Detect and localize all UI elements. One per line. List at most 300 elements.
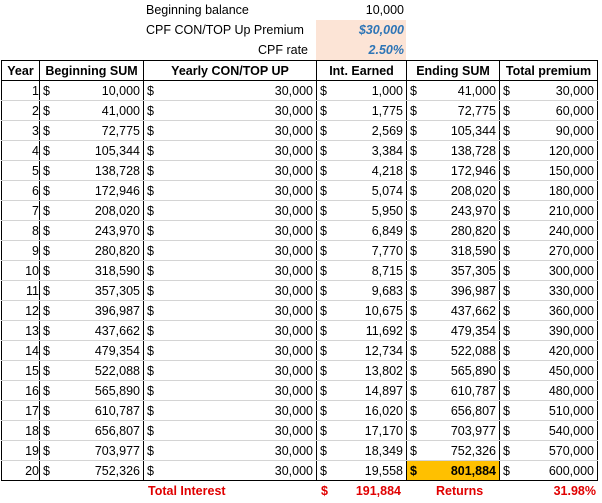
cell-interest-earned[interactable] <box>317 301 407 321</box>
cell-ending-sum[interactable] <box>407 261 500 281</box>
cell-content <box>317 101 406 120</box>
cell-interest-earned[interactable] <box>317 241 407 261</box>
cell-value: 752,326 <box>450 443 496 458</box>
currency-symbol: $ <box>410 123 417 138</box>
cell-content <box>40 421 143 440</box>
cell-total-premium[interactable] <box>500 301 598 321</box>
cell-interest-earned[interactable] <box>317 401 407 421</box>
cell-value: 30,000 <box>274 203 313 218</box>
cell-interest-earned[interactable] <box>317 381 407 401</box>
cell-content <box>144 181 316 200</box>
cell-yearly-topup[interactable] <box>144 101 317 121</box>
cell-ending-sum[interactable] <box>407 321 500 341</box>
cell-total-premium[interactable] <box>500 381 598 401</box>
cell-content <box>40 241 143 260</box>
cell-yearly-topup[interactable] <box>144 381 317 401</box>
cell-content <box>317 221 406 240</box>
cell-total-premium[interactable] <box>500 81 598 101</box>
rate-value[interactable]: 2.50% <box>316 40 406 60</box>
cell-value: 1,000 <box>371 83 403 98</box>
cell-year[interactable]: 2 <box>2 101 40 121</box>
currency-symbol: $ <box>410 343 417 358</box>
cell-content <box>407 201 499 220</box>
cell-content <box>40 221 143 240</box>
cell-interest-earned[interactable] <box>317 221 407 241</box>
currency-symbol: $ <box>147 183 154 198</box>
cell-yearly-topup[interactable] <box>144 461 317 481</box>
cell-value: 105,344 <box>450 123 496 138</box>
cell-yearly-topup[interactable] <box>144 361 317 381</box>
header-interest-earned[interactable]: Int. Earned <box>317 61 407 81</box>
cell-content <box>144 121 316 140</box>
cell-beginning-sum[interactable] <box>40 81 144 101</box>
cell-beginning-sum[interactable] <box>40 221 144 241</box>
currency-symbol: $ <box>410 283 417 298</box>
cell-ending-sum[interactable] <box>407 81 500 101</box>
cell-beginning-sum[interactable] <box>40 161 144 181</box>
cell-total-premium[interactable] <box>500 161 598 181</box>
cell-beginning-sum[interactable] <box>40 201 144 221</box>
cell-value: 16,020 <box>364 403 403 418</box>
currency-symbol: $ <box>320 123 327 138</box>
cell-value: 30,000 <box>274 403 313 418</box>
cell-value: 703,977 <box>450 423 496 438</box>
cell-value: 7,770 <box>371 243 403 258</box>
cell-value: 570,000 <box>548 443 594 458</box>
cell-value: 30,000 <box>274 323 313 338</box>
cell-total-premium[interactable] <box>500 221 598 241</box>
cell-content <box>144 441 316 460</box>
cell-content <box>40 141 143 160</box>
table-body <box>2 81 598 481</box>
table-row <box>2 281 598 301</box>
cell-value: 30,000 <box>274 123 313 138</box>
cell-year[interactable]: 13 <box>2 321 40 341</box>
cell-total-premium[interactable] <box>500 201 598 221</box>
currency-symbol: $ <box>147 403 154 418</box>
cell-value: 30,000 <box>274 163 313 178</box>
cell-value: 150,000 <box>548 163 594 178</box>
currency-symbol: $ <box>320 223 327 238</box>
currency-symbol: $ <box>320 103 327 118</box>
cell-year[interactable]: 9 <box>2 241 40 261</box>
cell-beginning-sum[interactable] <box>40 141 144 161</box>
cell-total-premium[interactable] <box>500 241 598 261</box>
currency-symbol: $ <box>43 463 50 478</box>
cell-content <box>40 101 143 120</box>
cell-content <box>317 361 406 380</box>
cell-value: 12,734 <box>364 343 403 358</box>
cell-content <box>317 381 406 400</box>
cell-content <box>144 361 316 380</box>
cell-interest-earned[interactable] <box>317 101 407 121</box>
cell-total-premium[interactable] <box>500 141 598 161</box>
cell-yearly-topup[interactable] <box>144 281 317 301</box>
cell-content <box>40 461 143 480</box>
cell-total-premium[interactable] <box>500 181 598 201</box>
cell-content <box>407 381 499 400</box>
cell-value: 1,775 <box>371 103 403 118</box>
cell-yearly-topup[interactable] <box>144 161 317 181</box>
cell-interest-earned[interactable] <box>317 161 407 181</box>
cell-content <box>500 161 597 180</box>
cell-value: 60,000 <box>555 103 594 118</box>
beginning-balance-row <box>0 0 602 20</box>
header-ending-sum[interactable]: Ending SUM <box>407 61 500 81</box>
cell-content <box>500 181 597 200</box>
cell-content <box>500 141 597 160</box>
cell-beginning-sum[interactable] <box>40 321 144 341</box>
cell-interest-earned[interactable] <box>317 201 407 221</box>
beginning-balance-label: Beginning balance <box>146 3 249 17</box>
cell-yearly-topup[interactable] <box>144 421 317 441</box>
cell-value: 565,890 <box>450 363 496 378</box>
cell-value: 30,000 <box>274 83 313 98</box>
table-row <box>2 341 598 361</box>
currency-symbol: $ <box>503 443 510 458</box>
cell-total-premium[interactable] <box>500 441 598 461</box>
cell-content <box>144 141 316 160</box>
cell-content <box>40 341 143 360</box>
cell-content <box>407 81 499 100</box>
cell-value: 610,787 <box>94 403 140 418</box>
cell-beginning-sum[interactable] <box>40 461 144 481</box>
cell-value: 30,000 <box>274 423 313 438</box>
cell-value: 17,170 <box>364 423 403 438</box>
cell-yearly-topup[interactable] <box>144 221 317 241</box>
header-yearly-topup[interactable]: Yearly CON/TOP UP <box>144 61 317 81</box>
currency-symbol: $ <box>147 343 154 358</box>
cell-value: 208,020 <box>94 203 140 218</box>
cell-content <box>407 441 499 460</box>
cell-content <box>317 121 406 140</box>
currency-symbol: $ <box>320 443 327 458</box>
cell-total-premium[interactable] <box>500 421 598 441</box>
cell-content <box>500 341 597 360</box>
cell-ending-sum[interactable] <box>407 461 500 481</box>
cell-interest-earned[interactable] <box>317 421 407 441</box>
cell-value: 11,692 <box>365 323 403 338</box>
cell-content <box>500 261 597 280</box>
cell-total-premium[interactable] <box>500 121 598 141</box>
cell-yearly-topup[interactable] <box>144 121 317 141</box>
cell-content <box>317 201 406 220</box>
cell-year[interactable]: 18 <box>2 421 40 441</box>
cell-content <box>40 361 143 380</box>
cell-value: 479,354 <box>94 343 140 358</box>
currency-symbol: $ <box>147 383 154 398</box>
cell-interest-earned[interactable] <box>317 121 407 141</box>
currency-symbol: $ <box>503 303 510 318</box>
cell-content <box>407 221 499 240</box>
cell-yearly-topup[interactable] <box>144 321 317 341</box>
currency-symbol: $ <box>320 403 327 418</box>
cell-interest-earned[interactable] <box>317 361 407 381</box>
cell-value: 522,088 <box>94 363 140 378</box>
cell-yearly-topup[interactable] <box>144 441 317 461</box>
cell-ending-sum[interactable] <box>407 121 500 141</box>
cell-content <box>40 181 143 200</box>
cell-year[interactable]: 11 <box>2 281 40 301</box>
currency-symbol: $ <box>147 443 154 458</box>
currency-symbol: $ <box>503 263 510 278</box>
cell-ending-sum[interactable] <box>407 361 500 381</box>
cell-beginning-sum[interactable] <box>40 421 144 441</box>
currency-symbol: $ <box>43 103 50 118</box>
cell-value: 480,000 <box>548 383 594 398</box>
cell-interest-earned[interactable] <box>317 341 407 361</box>
returns-value[interactable]: 31.98% <box>553 484 596 498</box>
cell-ending-sum[interactable] <box>407 281 500 301</box>
cell-ending-sum[interactable] <box>407 221 500 241</box>
cell-yearly-topup[interactable] <box>144 301 317 321</box>
cell-ending-sum[interactable] <box>407 161 500 181</box>
currency-symbol: $ <box>503 143 510 158</box>
premium-row <box>0 20 602 40</box>
cell-value: 280,820 <box>94 243 140 258</box>
total-interest-value[interactable]: 191,884 <box>355 484 401 498</box>
cell-beginning-sum[interactable] <box>40 301 144 321</box>
cell-year[interactable]: 19 <box>2 441 40 461</box>
currency-symbol: $ <box>43 143 50 158</box>
cell-content <box>40 381 143 400</box>
cell-content <box>144 281 316 300</box>
cell-ending-sum[interactable] <box>407 201 500 221</box>
cell-content <box>500 361 597 380</box>
cell-value: 30,000 <box>274 283 313 298</box>
cell-value: 3,384 <box>371 143 403 158</box>
cell-beginning-sum[interactable] <box>40 441 144 461</box>
cell-content <box>407 421 499 440</box>
currency-symbol: $ <box>320 143 327 158</box>
cell-value: 300,000 <box>548 263 594 278</box>
cell-ending-sum[interactable] <box>407 421 500 441</box>
currency-symbol: $ <box>43 83 50 98</box>
cell-ending-sum[interactable] <box>407 181 500 201</box>
cell-value: 565,890 <box>94 383 140 398</box>
cell-year[interactable]: 15 <box>2 361 40 381</box>
cell-beginning-sum[interactable] <box>40 281 144 301</box>
cell-content <box>144 81 316 100</box>
projection-table <box>1 60 598 481</box>
cell-value: 243,970 <box>450 203 496 218</box>
currency-symbol: $ <box>320 463 327 478</box>
currency-symbol: $ <box>410 143 417 158</box>
cell-beginning-sum[interactable] <box>40 241 144 261</box>
cell-year[interactable]: 5 <box>2 161 40 181</box>
cell-ending-sum[interactable] <box>407 401 500 421</box>
cell-beginning-sum[interactable] <box>40 181 144 201</box>
table-row <box>2 81 598 101</box>
cell-yearly-topup[interactable] <box>144 241 317 261</box>
cell-year[interactable]: 3 <box>2 121 40 141</box>
currency-symbol: $ <box>410 163 417 178</box>
cell-interest-earned[interactable] <box>317 281 407 301</box>
currency-symbol: $ <box>43 123 50 138</box>
cell-value: 8,715 <box>371 263 403 278</box>
cell-value: 14,897 <box>364 383 403 398</box>
header-year[interactable]: Year <box>2 61 40 81</box>
cell-value: 703,977 <box>94 443 140 458</box>
currency-symbol: $ <box>503 423 510 438</box>
currency-symbol: $ <box>503 283 510 298</box>
cell-beginning-sum[interactable] <box>40 361 144 381</box>
table-row <box>2 301 598 321</box>
cell-content <box>317 241 406 260</box>
cell-value: 510,000 <box>548 403 594 418</box>
cell-interest-earned[interactable] <box>317 461 407 481</box>
cell-beginning-sum[interactable] <box>40 381 144 401</box>
cell-value: 357,305 <box>450 263 496 278</box>
cell-value: 138,728 <box>94 163 140 178</box>
cell-content <box>500 201 597 220</box>
cell-content <box>40 161 143 180</box>
cell-ending-sum[interactable] <box>407 301 500 321</box>
cell-content <box>407 401 499 420</box>
cell-content <box>40 81 143 100</box>
table-row <box>2 381 598 401</box>
cell-content <box>407 281 499 300</box>
table-row <box>2 121 598 141</box>
premium-value[interactable]: $30,000 <box>316 20 406 40</box>
cell-ending-sum[interactable] <box>407 241 500 261</box>
cell-year[interactable]: 7 <box>2 201 40 221</box>
cell-content <box>144 221 316 240</box>
currency-symbol: $ <box>43 363 50 378</box>
cell-content <box>144 101 316 120</box>
cell-content <box>407 461 499 480</box>
cell-value: 522,088 <box>450 343 496 358</box>
currency-symbol: $ <box>503 203 510 218</box>
currency-symbol: $ <box>320 343 327 358</box>
cell-content <box>500 401 597 420</box>
cell-year[interactable]: 14 <box>2 341 40 361</box>
cell-content <box>407 161 499 180</box>
cell-beginning-sum[interactable] <box>40 261 144 281</box>
cell-year[interactable]: 8 <box>2 221 40 241</box>
cell-value: 30,000 <box>274 183 313 198</box>
table-row <box>2 161 598 181</box>
currency-symbol: $ <box>147 123 154 138</box>
cell-value: 172,946 <box>94 183 140 198</box>
cell-year[interactable]: 16 <box>2 381 40 401</box>
cell-content <box>500 321 597 340</box>
currency-symbol: $ <box>410 303 417 318</box>
currency-symbol: $ <box>147 103 154 118</box>
cell-value: 30,000 <box>555 83 594 98</box>
cell-interest-earned[interactable] <box>317 141 407 161</box>
cell-value: 30,000 <box>274 243 313 258</box>
table-row <box>2 361 598 381</box>
cell-interest-earned[interactable] <box>317 441 407 461</box>
cell-interest-earned[interactable] <box>317 321 407 341</box>
cell-yearly-topup[interactable] <box>144 81 317 101</box>
cell-total-premium[interactable] <box>500 261 598 281</box>
cell-value: 30,000 <box>274 303 313 318</box>
cell-total-premium[interactable] <box>500 101 598 121</box>
cell-yearly-topup[interactable] <box>144 181 317 201</box>
currency-symbol: $ <box>410 183 417 198</box>
cell-beginning-sum[interactable] <box>40 121 144 141</box>
currency-symbol: $ <box>43 423 50 438</box>
cell-beginning-sum[interactable] <box>40 341 144 361</box>
cell-content <box>317 161 406 180</box>
currency-symbol: $ <box>43 443 50 458</box>
currency-symbol: $ <box>147 243 154 258</box>
cell-beginning-sum[interactable] <box>40 401 144 421</box>
cell-interest-earned[interactable] <box>317 261 407 281</box>
cell-total-premium[interactable] <box>500 321 598 341</box>
cell-content <box>317 461 406 480</box>
cell-yearly-topup[interactable] <box>144 401 317 421</box>
cell-value: 30,000 <box>274 443 313 458</box>
cell-value: 437,662 <box>94 323 140 338</box>
cell-value: 330,000 <box>548 283 594 298</box>
rate-label: CPF rate <box>258 43 309 57</box>
cell-content <box>144 321 316 340</box>
cell-content <box>500 301 597 320</box>
cell-content <box>407 321 499 340</box>
cell-value: 10,000 <box>101 83 140 98</box>
cell-year[interactable]: 1 <box>2 81 40 101</box>
beginning-balance-value[interactable]: 10,000 <box>365 3 404 17</box>
cell-year[interactable]: 12 <box>2 301 40 321</box>
currency-symbol: $ <box>503 123 510 138</box>
cell-ending-sum[interactable] <box>407 441 500 461</box>
cell-year[interactable]: 4 <box>2 141 40 161</box>
header-beginning-sum[interactable]: Beginning SUM <box>40 61 144 81</box>
cell-yearly-topup[interactable] <box>144 201 317 221</box>
cell-total-premium[interactable] <box>500 361 598 381</box>
cell-value: 540,000 <box>548 423 594 438</box>
cell-content <box>407 301 499 320</box>
cell-yearly-topup[interactable] <box>144 141 317 161</box>
cell-ending-sum[interactable] <box>407 101 500 121</box>
cell-content <box>500 441 597 460</box>
cell-ending-sum[interactable] <box>407 381 500 401</box>
cell-beginning-sum[interactable] <box>40 101 144 121</box>
currency-symbol: $ <box>410 323 417 338</box>
cell-yearly-topup[interactable] <box>144 341 317 361</box>
cell-content <box>144 261 316 280</box>
cell-year[interactable]: 10 <box>2 261 40 281</box>
cell-value: 5,950 <box>371 203 403 218</box>
cell-total-premium[interactable] <box>500 341 598 361</box>
cell-year[interactable]: 6 <box>2 181 40 201</box>
currency-symbol: $ <box>147 303 154 318</box>
cell-content <box>407 241 499 260</box>
currency-symbol: $ <box>410 243 417 258</box>
cell-content <box>40 201 143 220</box>
cell-content <box>40 401 143 420</box>
cell-total-premium[interactable] <box>500 401 598 421</box>
cell-ending-sum[interactable] <box>407 141 500 161</box>
cell-year[interactable]: 17 <box>2 401 40 421</box>
cell-value: 30,000 <box>274 263 313 278</box>
cell-interest-earned[interactable] <box>317 181 407 201</box>
cell-ending-sum[interactable] <box>407 341 500 361</box>
cell-total-premium[interactable] <box>500 461 598 481</box>
header-total-premium[interactable]: Total premium <box>500 61 598 81</box>
currency-symbol: $ <box>503 83 510 98</box>
cell-yearly-topup[interactable] <box>144 261 317 281</box>
cell-value: 600,000 <box>548 463 594 478</box>
cell-total-premium[interactable] <box>500 281 598 301</box>
cell-value: 479,354 <box>450 323 496 338</box>
cell-interest-earned[interactable] <box>317 81 407 101</box>
cell-year[interactable]: 20 <box>2 461 40 481</box>
rate-row <box>0 40 602 60</box>
